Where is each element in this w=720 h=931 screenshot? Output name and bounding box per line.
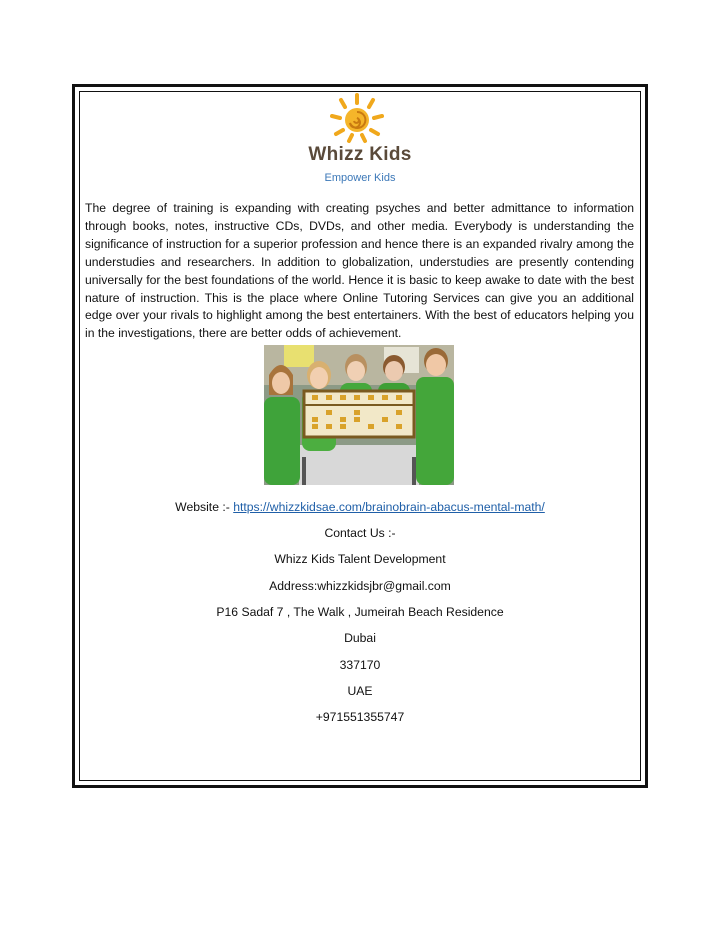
address-email: Address:whizzkidsjbr@gmail.com — [269, 579, 451, 593]
sun-icon — [327, 92, 387, 146]
postcode: 337170 — [339, 658, 381, 672]
city: Dubai — [344, 631, 376, 645]
website-link[interactable]: https://whizzkidsae.com/brainobrain-abacus-mental-math/ — [233, 500, 545, 514]
logo-brand-name: Whizz Kids — [308, 144, 412, 165]
photo-illustration — [264, 345, 454, 485]
street-address: P16 Sadaf 7 , The Walk , Jumeirah Beach Residence — [216, 605, 504, 619]
website-line — [80, 499, 640, 515]
whizz-kids-logo — [300, 92, 420, 192]
phone-number: +971551355747 — [315, 710, 405, 724]
students-with-abacus-photo — [264, 345, 454, 485]
contact-heading: Contact Us :- — [324, 526, 396, 540]
country: UAE — [347, 684, 373, 698]
website-label: Website :- — [175, 500, 234, 514]
article-paragraph: The degree of training is expanding with creating psyches and better admittance to information through books, notes, instructive CDs, DVDs, and other media. Everybody is understanding the significance of instruction for a superior profession and hence there is an expanded rivalry among the understudies and researchers. In addition to globalization, understudies are presently contending universally for the best foundations of the world. Hence it is basic to keep awake to date with the best nature of instruction. This is the place where Online Tutoring Services can give you an additional edge over your rivals to highlight among the best entertainers. With the best of educators helping you in the investigations, there are better odds of achievement. — [85, 201, 634, 341]
company-name: Whizz Kids Talent Development — [274, 552, 446, 566]
logo-tagline: Empower Kids — [324, 172, 396, 184]
